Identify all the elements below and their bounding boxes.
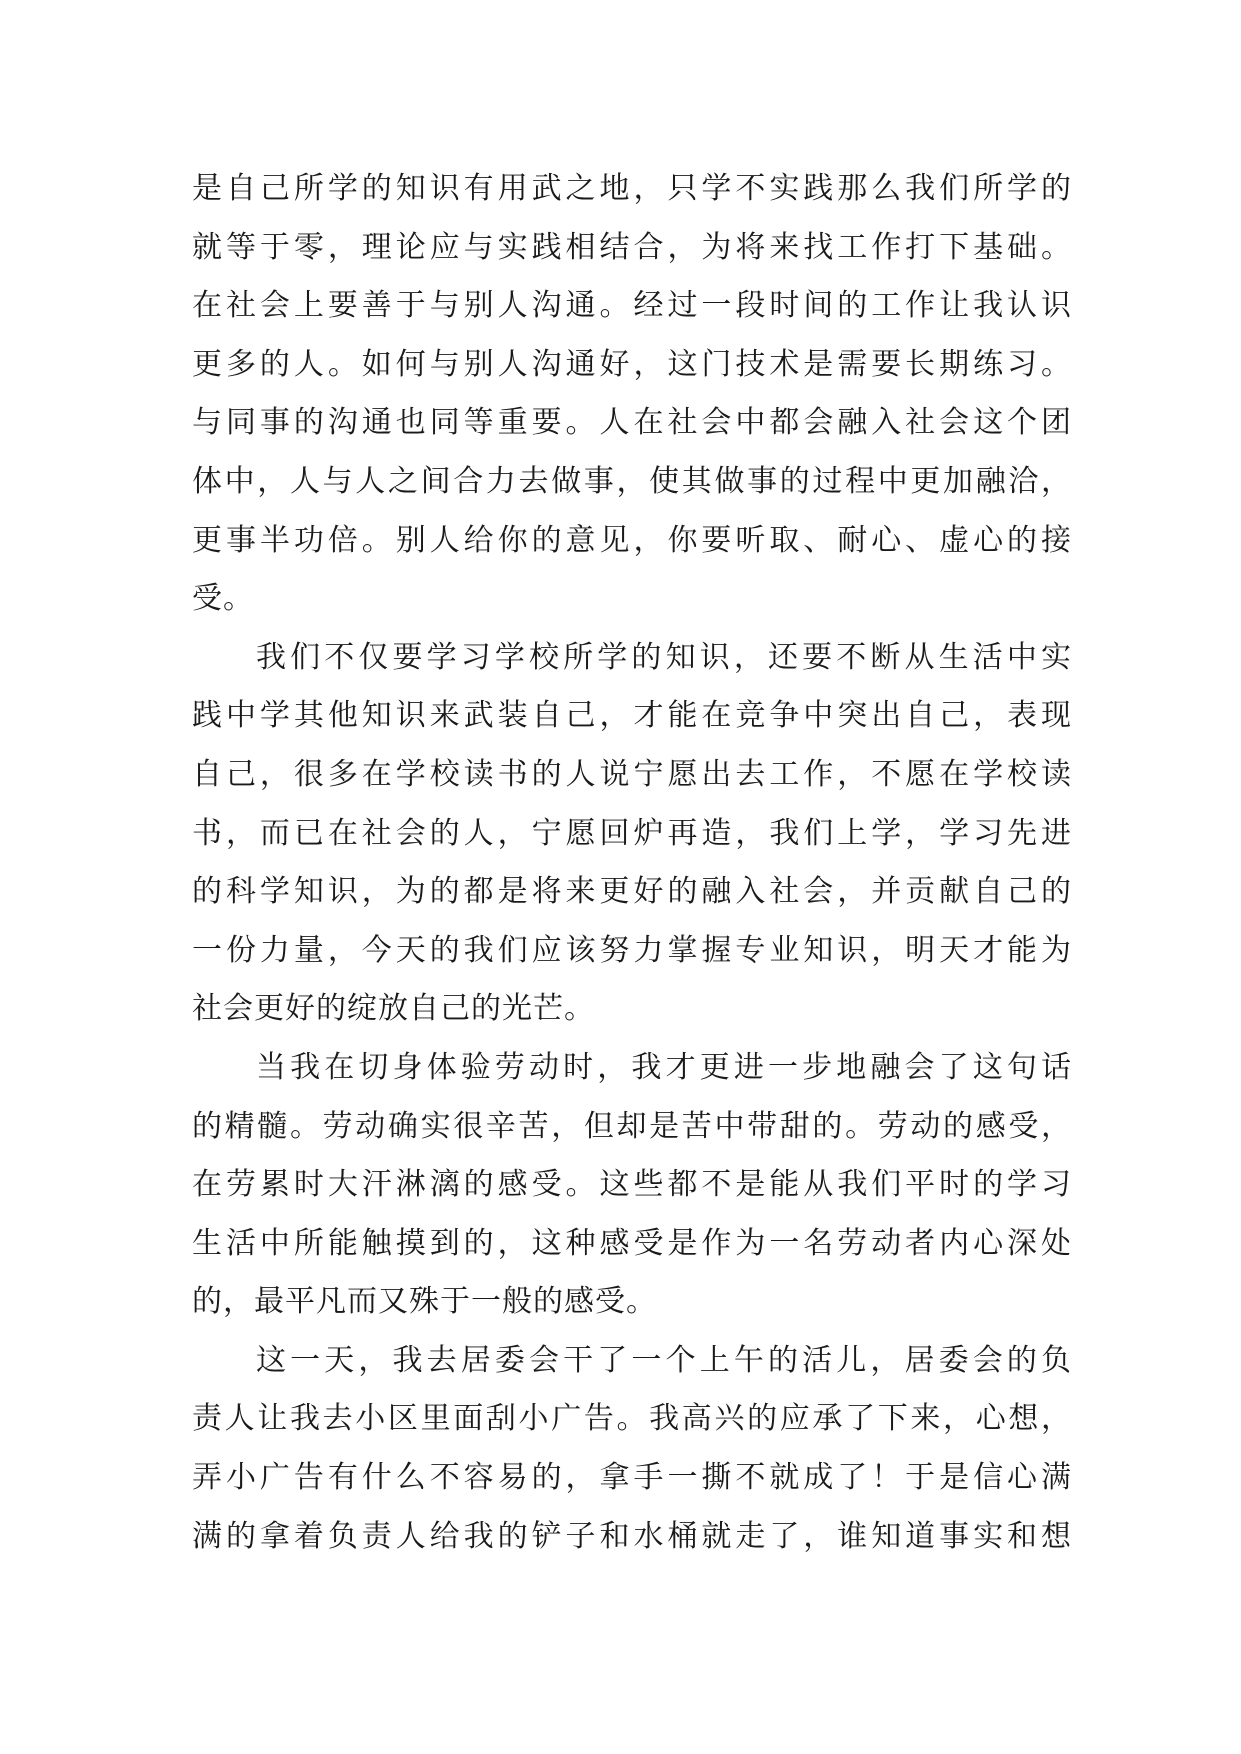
text-line: 更多的人。如何与别人沟通好，这门技术是需要长期练习。 xyxy=(192,346,1072,382)
text-line: 是自己所学的知识有用武之地，只学不实践那么我们所学的 xyxy=(192,171,1072,206)
text-line: 就等于零，理论应与实践相结合，为将来找工作打下基础。 xyxy=(192,229,1072,265)
paragraph-first-line: 当我在切身体验劳动时，我才更进一步地融会了这句话 xyxy=(256,1049,1072,1085)
text-line: 的精髓。劳动确实很辛苦，但却是苦中带甜的。劳动的感受， xyxy=(192,1108,1072,1144)
text-line: 社会更好的绽放自己的光芒。 xyxy=(192,991,595,1027)
text-line: 更事半功倍。别人给你的意见，你要听取、耐心、虚心的接 xyxy=(192,522,1072,558)
text-line: 受。 xyxy=(192,581,254,617)
text-line: 弄小广告有什么不容易的，拿手一撕不就成了！于是信心满 xyxy=(192,1460,1072,1496)
text-line: 在劳累时大汗淋漓的感受。这些都不是能从我们平时的学习 xyxy=(192,1167,1072,1203)
text-line: 的科学知识，为的都是将来更好的融入社会，并贡献自己的 xyxy=(192,874,1072,910)
text-line: 责人让我去小区里面刮小广告。我高兴的应承了下来，心想， xyxy=(192,1401,1072,1437)
text-line: 一份力量，今天的我们应该努力掌握专业知识，明天才能为 xyxy=(192,932,1072,968)
text-line: 书，而已在社会的人，宁愿回炉再造，我们上学，学习先进 xyxy=(192,815,1072,851)
paragraph-first-line: 我们不仅要学习学校所学的知识，还要不断从生活中实 xyxy=(256,639,1072,675)
text-line: 在社会上要善于与别人沟通。经过一段时间的工作让我认识 xyxy=(192,288,1072,324)
text-line: 生活中所能触摸到的，这种感受是作为一名劳动者内心深处 xyxy=(192,1225,1072,1261)
text-line: 体中，人与人之间合力去做事，使其做事的过程中更加融洽， xyxy=(192,463,1072,499)
text-line: 满的拿着负责人给我的铲子和水桶就走了，谁知道事实和想 xyxy=(192,1518,1072,1554)
paragraph-first-line: 这一天，我去居委会干了一个上午的活儿，居委会的负 xyxy=(256,1342,1072,1378)
body-text xyxy=(192,160,1072,1566)
text-line: 自己，很多在学校读书的人说宁愿出去工作，不愿在学校读 xyxy=(192,756,1072,792)
text-line: 的，最平凡而又殊于一般的感受。 xyxy=(192,1284,657,1320)
text-line: 与同事的沟通也同等重要。人在社会中都会融入社会这个团 xyxy=(192,405,1072,441)
text-line: 践中学其他知识来武装自己，才能在竞争中突出自己，表现 xyxy=(192,698,1072,734)
